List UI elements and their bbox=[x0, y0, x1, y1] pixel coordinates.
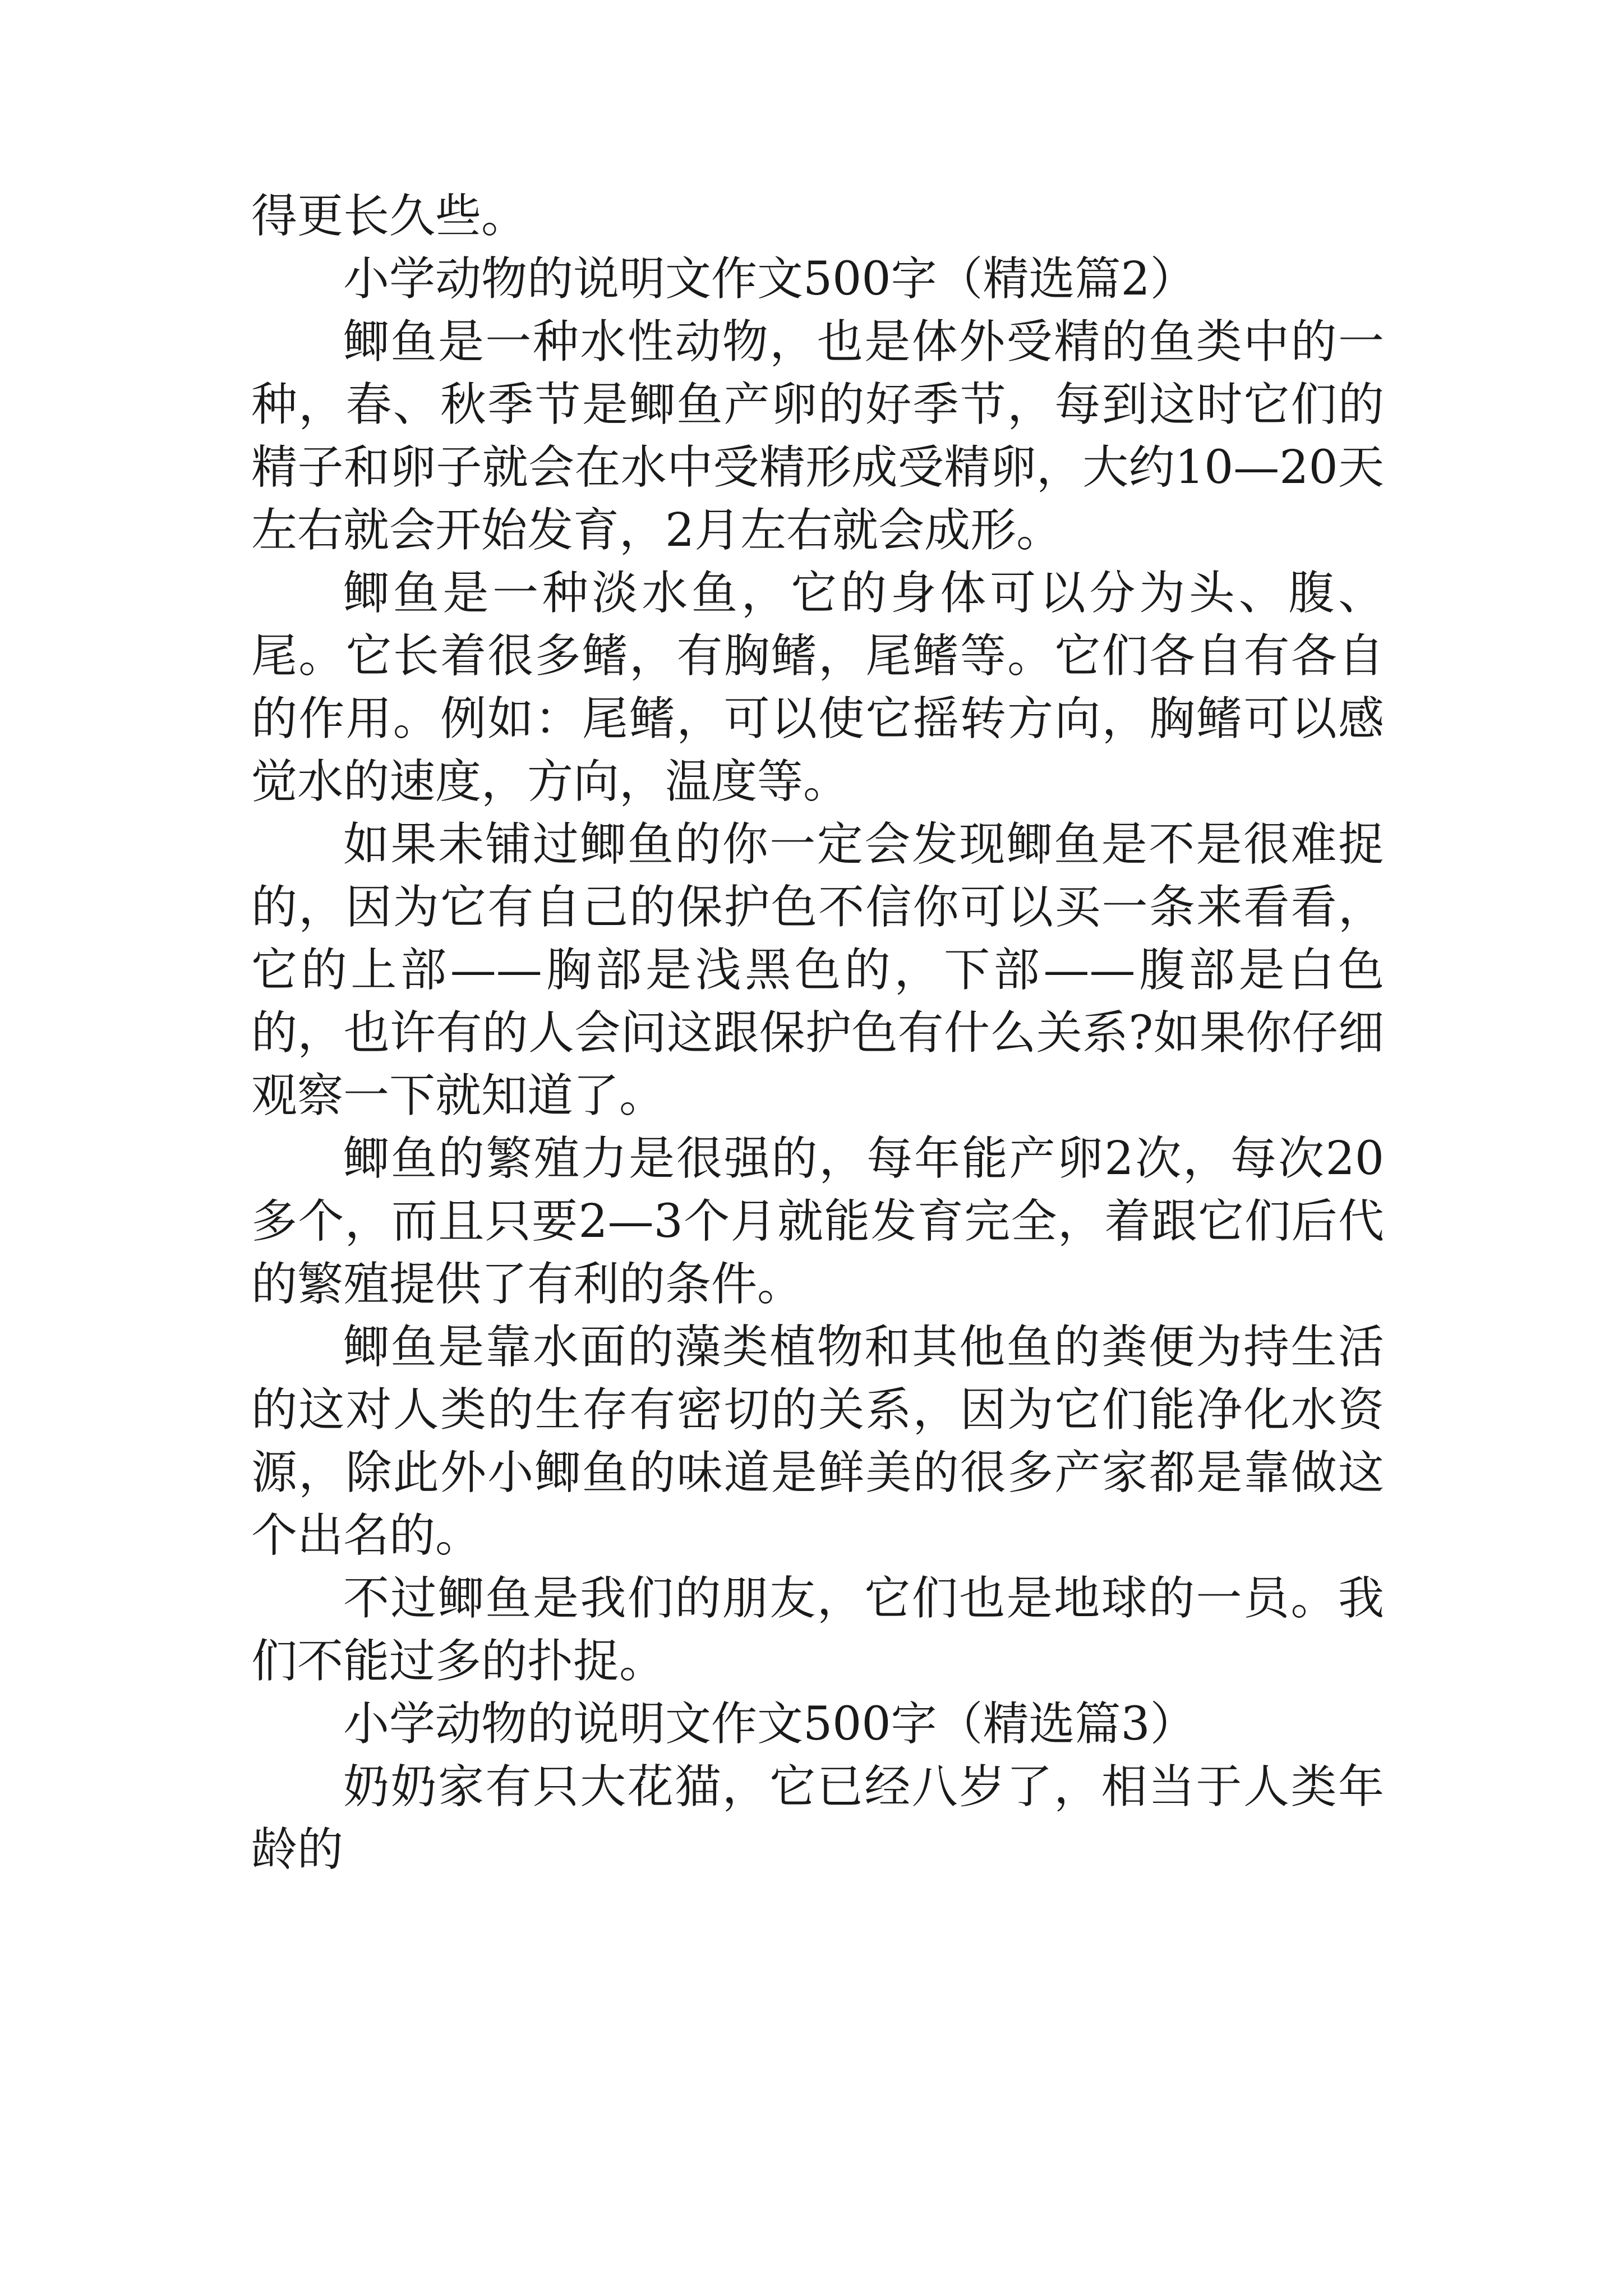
paragraph: 如果未铺过鲫鱼的你一定会发现鲫鱼是不是很难捉的，因为它有自己的保护色不信你可以买一条来看看，它的上部——胸部是浅黑色的，下部——腹部是白色的，也许有的人会问这跟保护色有什么关系?如果你仔细观察一下就知道了。 bbox=[251, 818, 1384, 1122]
section-heading-3: 小学动物的说明文作文500字（精选篇3） bbox=[343, 1697, 1196, 1751]
article-body bbox=[251, 185, 1384, 1881]
paragraph: 鲫鱼是一种淡水鱼，它的身体可以分为头、腹、尾。它长着很多鳍，有胸鳍，尾鳍等。它们各自有各自的作用。例如：尾鳍，可以使它摇转方向，胸鳍可以感觉水的速度，方向，温度等。 bbox=[251, 567, 1384, 808]
paragraph: 鲫鱼是一种水性动物，也是体外受精的鱼类中的一种，春、秋季节是鲫鱼产卵的好季节，每到这时它们的精子和卵子就会在水中受精形成受精卵，大约10—20天左右就会开始发育，2月左右就会成形。 bbox=[251, 315, 1384, 557]
paragraph: 鲫鱼是靠水面的藻类植物和其他鱼的粪便为持生活的这对人类的生存有密切的关系，因为它们能净化水资源，除此外小鲫鱼的味道是鲜美的很多产家都是靠做这个出名的。 bbox=[251, 1320, 1384, 1562]
section-heading-2: 小学动物的说明文作文500字（精选篇2） bbox=[343, 252, 1196, 306]
paragraph-continuation: 得更长久些。 bbox=[251, 190, 528, 243]
paragraph: 奶奶家有只大花猫，它已经八岁了，相当于人类年龄的 bbox=[251, 1760, 1384, 1876]
paragraph: 不过鲫鱼是我们的朋友，它们也是地球的一员。我们不能过多的扑捉。 bbox=[251, 1572, 1384, 1688]
paragraph: 鲫鱼的繁殖力是很强的，每年能产卵2次，每次20多个，而且只要2—3个月就能发育完全，着跟它们后代的繁殖提供了有利的条件。 bbox=[251, 1132, 1384, 1311]
